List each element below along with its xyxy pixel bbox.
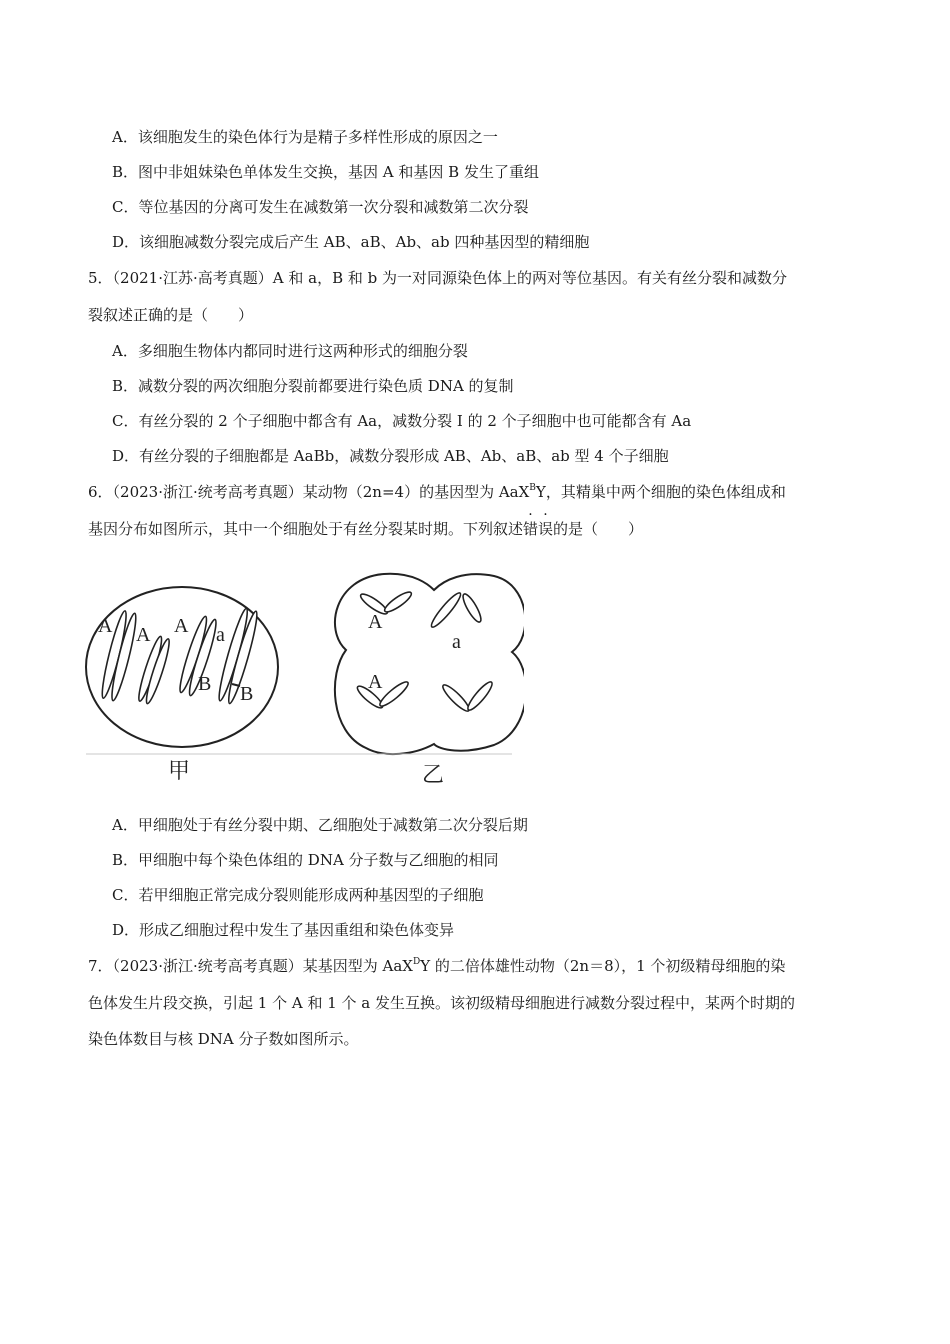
cell-yi bbox=[335, 574, 524, 754]
emphasis-char: 误 bbox=[538, 520, 554, 538]
gene-label: a bbox=[216, 624, 225, 646]
q6-stem-line2: 基因分布如图所示，其中一个细胞处于有丝分裂某时期。下列叙述错误的是（ ） bbox=[88, 520, 644, 538]
emphasis-char: 错 bbox=[523, 520, 539, 538]
gene-label: B bbox=[240, 683, 254, 705]
q7-stem-line2: 色体发生片段交换，引起 1 个 A 和 1 个 a 发生互换。该初级精母细胞进行减数分裂过程中，某两个时期的 bbox=[88, 994, 796, 1012]
cell-caption-yi: 乙 bbox=[422, 763, 445, 788]
gene-label: A bbox=[98, 615, 113, 637]
q5-stem-line1: 5．（2021·江苏·高考真题）A 和 a，B 和 b 为一对同源染色体上的两对等位基因。有关有丝分裂和减数分 bbox=[88, 269, 787, 287]
gene-label: A bbox=[368, 611, 383, 633]
cell-jia bbox=[86, 587, 278, 747]
q6-option-d: D．形成乙细胞过程中发生了基因重组和染色体变异 bbox=[112, 921, 455, 939]
q6-option-a: A．甲细胞处于有丝分裂中期、乙细胞处于减数第二次分裂后期 bbox=[112, 816, 528, 834]
gene-label: B bbox=[198, 673, 212, 695]
gene-label: A bbox=[136, 624, 151, 646]
gene-label: a bbox=[452, 631, 461, 653]
chromosome bbox=[355, 679, 411, 711]
chromosome bbox=[215, 607, 261, 705]
q4-option-c: C．等位基因的分离可发生在减数第一次分裂和减数第二次分裂 bbox=[112, 198, 529, 216]
q5-option-a: A．多细胞生物体内都同时进行这两种形式的细胞分裂 bbox=[112, 342, 468, 360]
q5-stem-line2: 裂叙述正确的是（ ） bbox=[88, 306, 254, 324]
cell-caption-jia: 甲 bbox=[168, 759, 191, 784]
gene-label: A bbox=[174, 615, 189, 637]
q7-stem-line3: 染色体数目与核 DNA 分子数如图所示。 bbox=[88, 1030, 359, 1048]
chromosome bbox=[428, 590, 483, 629]
q5-option-c: C．有丝分裂的 2 个子细胞中都含有 Aa，减数分裂 I 的 2 个子细胞中也可能都含有 Aa bbox=[112, 412, 692, 430]
q4-option-b: B．图中非姐妹染色单体发生交换，基因 A 和基因 B 发生了重组 bbox=[112, 163, 539, 181]
q5-option-d: D．有丝分裂的子细胞都是 AaBb，减数分裂形成 AB、Ab、aB、ab 型 4 个子细胞 bbox=[112, 447, 669, 465]
q6-stem-line1: 6．（2023·浙江·统考高考真题）某动物（2n=4）的基因型为 AaX$^B$Y，其精巢中两个细胞的染色体组成和 bbox=[88, 483, 786, 501]
q4-option-a: A．该细胞发生的染色体行为是精子多样性形成的原因之一 bbox=[112, 128, 498, 146]
q7-stem-line1: 7．（2023·浙江·统考高考真题）某基因型为 AaX$^D$Y 的二倍体雄性动物（2n＝8），1 个初级精母细胞的染 bbox=[88, 957, 786, 975]
q6-option-b: B．甲细胞中每个染色体组的 DNA 分子数与乙细胞的相同 bbox=[112, 851, 499, 869]
chromosome bbox=[358, 589, 413, 617]
gene-label: A bbox=[368, 671, 383, 693]
q5-option-b: B．减数分裂的两次细胞分裂前都要进行染色质 DNA 的复制 bbox=[112, 377, 514, 395]
cell-division-figure bbox=[84, 560, 524, 792]
q4-option-d: D．该细胞减数分裂完成后产生 AB、aB、Ab、ab 四种基因型的精细胞 bbox=[112, 233, 590, 251]
q6-option-c: C．若甲细胞正常完成分裂则能形成两种基因型的子细胞 bbox=[112, 886, 484, 904]
chromosome bbox=[440, 679, 495, 714]
